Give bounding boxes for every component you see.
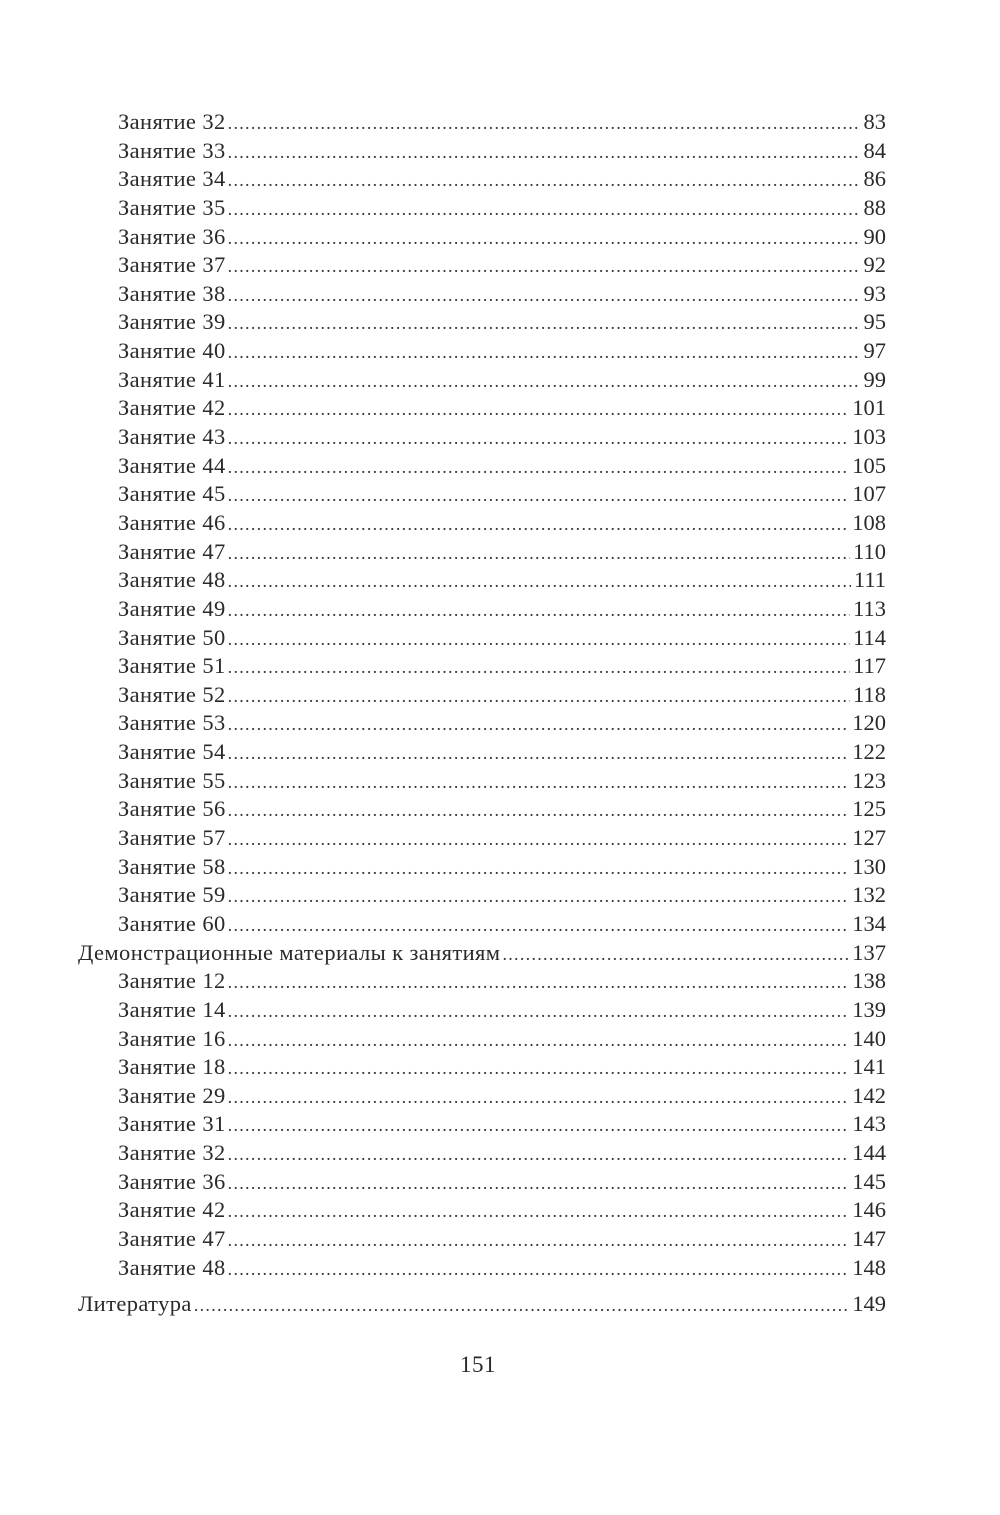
dot-leader [502,940,849,969]
dot-leader [228,1111,850,1140]
dot-leader [228,739,850,768]
toc-entry-page: 90 [863,223,886,249]
toc-entry-label: Занятие 36 [118,223,226,249]
toc-entry-label: Занятие 45 [118,481,226,507]
toc-entry-page: 118 [853,681,886,707]
toc-entry-label: Занятие 12 [118,968,226,994]
toc-entry-page: 105 [852,452,886,478]
toc-entry [78,1025,886,1054]
dot-leader [228,567,851,596]
dot-leader [228,1169,850,1198]
dot-leader [228,539,850,568]
toc-entry [78,1225,886,1254]
toc-entry [78,1196,886,1225]
toc-entry-page: 107 [852,481,886,507]
toc-entry-page: 113 [853,595,886,621]
toc-entry [78,624,886,653]
toc-entry [78,423,886,452]
toc-entry-label: Занятие 42 [118,1197,226,1223]
toc-entry [78,1082,886,1111]
toc-entry-page: 141 [852,1054,886,1080]
toc-entry-label: Занятие 48 [118,1254,226,1280]
toc-entry-label: Занятие 29 [118,1082,226,1108]
dot-leader [228,510,850,539]
toc-entry-label: Занятие 46 [118,509,226,535]
toc-entry [78,194,886,223]
toc-entry [78,709,886,738]
toc-section-entry [78,939,886,968]
dot-leader [228,1197,850,1226]
toc-entry-page: 139 [852,996,886,1022]
toc-entry [78,824,886,853]
toc-entry-page: 120 [852,710,886,736]
toc-entry [78,595,886,624]
toc-entry-page: 86 [863,166,886,192]
toc-entry-label: Занятие 55 [118,767,226,793]
toc-entry [78,308,886,337]
toc-entry-label: Занятие 16 [118,1025,226,1051]
toc-entry [78,1254,886,1283]
toc-entry [78,910,886,939]
toc-entry-label: Занятие 34 [118,166,226,192]
toc-entry-label: Занятие 35 [118,194,226,220]
dot-leader [228,1026,850,1055]
toc-entry-label: Занятие 56 [118,796,226,822]
toc-entry-page: 127 [852,825,886,851]
toc-entry-page: 92 [863,252,886,278]
toc-entry-label: Занятие 47 [118,538,226,564]
toc-entry-page: 123 [852,767,886,793]
dot-leader [228,166,861,195]
dot-leader [228,1054,850,1083]
toc-entry-page: 148 [852,1254,886,1280]
toc-entry-page: 134 [852,910,886,936]
toc-entry [78,853,886,882]
dot-leader [228,195,861,224]
toc-entry-page: 111 [853,567,886,593]
toc-entry [78,251,886,280]
toc-entry-label: Занятие 59 [118,882,226,908]
toc-entry [78,738,886,767]
toc-entry-label: Занятие 36 [118,1168,226,1194]
toc-entry-page: 83 [863,109,886,134]
dot-leader [228,309,861,338]
dot-leader [228,1226,850,1255]
toc-entry [78,223,886,252]
dot-leader [194,1291,849,1320]
toc-entry [78,1168,886,1197]
toc-entry-label: Занятие 14 [118,996,226,1022]
dot-leader [228,424,850,453]
toc-entry-page: 88 [863,194,886,220]
toc-entry-page: 95 [863,309,886,335]
dot-leader [228,911,850,940]
dot-leader [228,281,861,310]
dot-leader [228,997,850,1026]
toc-entry [78,108,886,137]
toc-entry-page: 97 [863,338,886,364]
dot-leader [228,682,850,711]
toc-entry [78,337,886,366]
toc-entry-label: Занятие 57 [118,825,226,851]
toc-entry-page: 143 [852,1111,886,1137]
toc-entry [78,1053,886,1082]
dot-leader [228,138,861,167]
toc-entry [78,652,886,681]
dot-leader [228,596,850,625]
toc-entry-page: 125 [852,796,886,822]
dot-leader [228,481,850,510]
toc-entry-page: 138 [852,968,886,994]
dot-leader [228,338,861,367]
toc-entry-label: Занятие 37 [118,252,226,278]
toc-entry [78,996,886,1025]
toc-entry-label: Занятие 41 [118,366,226,392]
toc-entry-page: 93 [863,280,886,306]
toc-entry-label: Занятие 47 [118,1225,226,1251]
toc-entry-label: Занятие 53 [118,710,226,736]
page-number: 151 [460,1352,496,1377]
dot-leader [228,1140,850,1169]
toc-entry-page: 117 [853,653,886,679]
toc-entry-label: Занятие 48 [118,567,226,593]
toc-entry-page: 149 [852,1291,886,1317]
toc-entry [78,881,886,910]
toc-entry-page: 140 [852,1025,886,1051]
toc-entry [78,452,886,481]
toc-entry-label: Занятие 49 [118,595,226,621]
toc-entry-page: 84 [863,137,886,163]
toc-entry [78,165,886,194]
toc-entry-label: Занятие 44 [118,452,226,478]
toc-entry [78,137,886,166]
dot-leader [228,710,850,739]
toc-entry-label: Занятие 52 [118,681,226,707]
toc-entry-label: Занятие 58 [118,853,226,879]
toc-entry [78,538,886,567]
toc-entry-label: Занятие 32 [118,1140,226,1166]
toc-entry [78,681,886,710]
toc-entry-label: Занятие 31 [118,1111,226,1137]
toc-entry-page: 122 [852,739,886,765]
toc-entry-label: Занятие 33 [118,137,226,163]
toc-entry-page: 99 [863,366,886,392]
toc-entry-label: Занятие 18 [118,1054,226,1080]
toc-entry-label: Занятие 42 [118,395,226,421]
toc-entry-page: 108 [852,509,886,535]
toc-entry-page: 145 [852,1168,886,1194]
dot-leader [228,224,861,253]
toc-entry-label: Занятие 50 [118,624,226,650]
toc-entry-label: Занятие 39 [118,309,226,335]
toc-entry [78,366,886,395]
dot-leader [228,968,850,997]
toc-entry-label: Занятие 40 [118,338,226,364]
toc-entry [78,280,886,309]
dot-leader [228,825,850,854]
toc-entry-page: 144 [852,1140,886,1166]
toc-entry-label: Занятие 60 [118,910,226,936]
dot-leader [228,768,850,797]
toc-entry-label: Занятие 43 [118,424,226,450]
toc-entry-label: Литература [78,1291,192,1317]
toc-entry-page: 147 [852,1225,886,1251]
dot-leader [228,854,850,883]
toc-entry [78,480,886,509]
toc-entry-page: 130 [852,853,886,879]
dot-leader [228,882,850,911]
toc-entry-page: 132 [852,882,886,908]
toc-entry-label: Занятие 38 [118,280,226,306]
toc-entry-page: 110 [853,538,886,564]
toc-entry-page: 101 [852,395,886,421]
toc-entry [78,767,886,796]
dot-leader [228,1255,850,1284]
toc-section-entry [78,1290,886,1319]
dot-leader [228,625,850,654]
table-of-contents [78,108,886,1319]
toc-entry-label: Занятие 32 [118,109,226,134]
toc-entry-page: 103 [852,424,886,450]
toc-entry [78,1110,886,1139]
toc-entry [78,1139,886,1168]
toc-entry-page: 114 [853,624,886,650]
toc-entry-label: Занятие 51 [118,653,226,679]
toc-entry-label: Демонстрационные материалы к занятиям [78,939,501,965]
toc-entry-page: 137 [852,939,886,965]
toc-entry [78,967,886,996]
toc-entry-label: Занятие 54 [118,739,226,765]
dot-leader [228,109,861,138]
dot-leader [228,453,850,482]
dot-leader [228,796,850,825]
dot-leader [228,395,850,424]
toc-entry [78,566,886,595]
toc-entry [78,509,886,538]
dot-leader [228,1083,850,1112]
dot-leader [228,653,850,682]
toc-entry-page: 146 [852,1197,886,1223]
dot-leader [228,367,861,396]
toc-entry [78,394,886,423]
dot-leader [228,252,861,281]
toc-entry [78,795,886,824]
toc-entry-page: 142 [852,1082,886,1108]
